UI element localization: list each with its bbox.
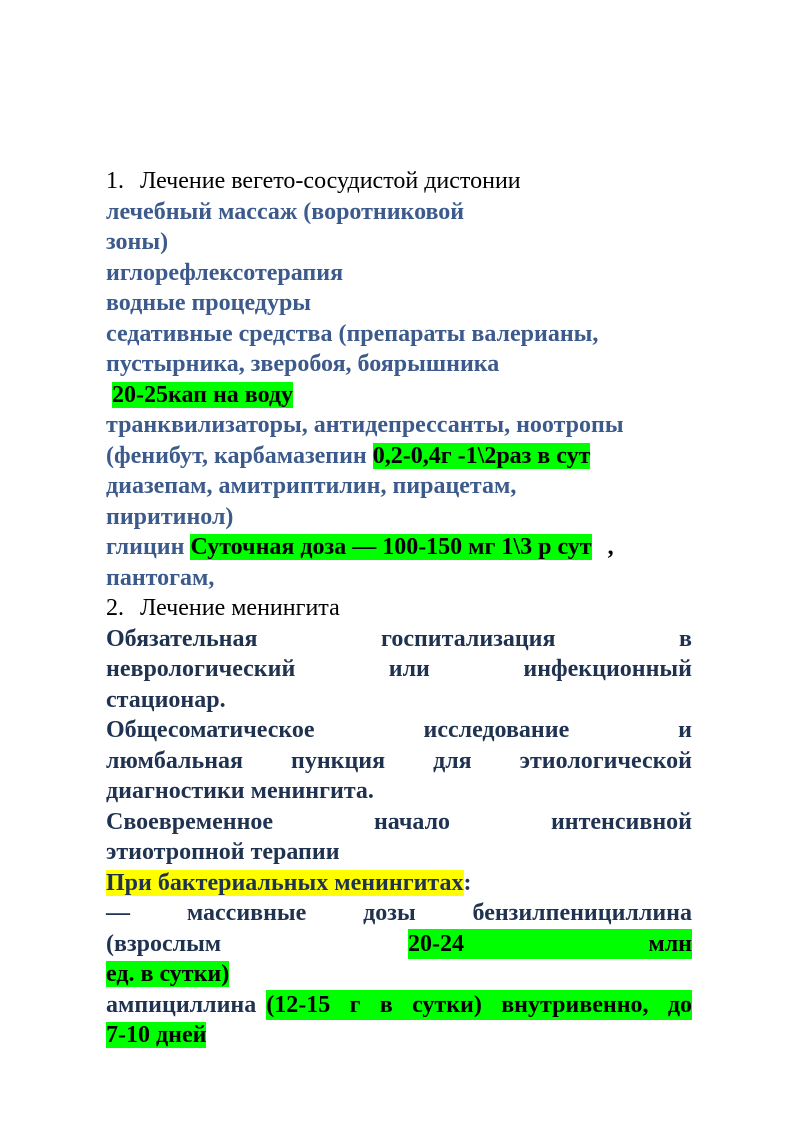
bacterial-line — [106, 868, 692, 899]
document-body — [106, 166, 692, 1051]
adult-text: (взрослым — [106, 930, 222, 957]
word: начало — [373, 808, 451, 835]
treatment-line: зоны) — [106, 229, 169, 255]
ampicillin-dose-highlight: (12-15 г в сутки) внутривенно, до — [266, 990, 692, 1021]
word: люмбальная — [106, 747, 244, 774]
word: массивные — [186, 900, 307, 926]
glycine-dose-highlight: Суточная доза — 100-150 мг 1\3 р сут — [190, 534, 592, 560]
treatment-line: пустырника, зверобоя, боярышника — [106, 351, 500, 377]
tranquilizers-line: транквилизаторы, антидепрессанты, ноотропы — [106, 412, 624, 438]
word: этиологической — [519, 747, 692, 774]
section1-heading — [106, 166, 692, 197]
word: или — [388, 656, 430, 682]
section2-number: 2. — [106, 595, 124, 621]
adult-dose-end-line — [106, 959, 692, 990]
treatment-line: седативные средства (препараты валерианы, — [106, 320, 599, 347]
adult-dose-value: 20-24 — [408, 930, 464, 957]
word: госпитализация — [381, 625, 556, 652]
word: неврологический — [106, 656, 296, 682]
phenibut-text: (фенибут, карбамазепин — [106, 442, 367, 469]
therapy-start-end: этиотропной терапии — [106, 839, 340, 865]
word: и — [678, 717, 692, 743]
word: в — [679, 625, 692, 652]
adult-dose-end-highlight: ед. в сутки) — [106, 961, 230, 987]
section1-number: 1. — [106, 168, 124, 194]
section2-title: Лечение менингита — [140, 595, 340, 621]
ampicillin-end-highlight: 7-10 дней — [106, 1022, 207, 1048]
section2-heading — [106, 593, 692, 624]
adult-dose-highlight — [408, 929, 692, 960]
ampicillin-text: ампициллина — [106, 991, 257, 1018]
word: Своевременное — [106, 808, 274, 835]
pantogam-line: пантогам, — [106, 564, 215, 591]
glycine-line — [106, 532, 692, 563]
ampicillin-line — [106, 990, 692, 1021]
glycine-text: глицин — [106, 534, 185, 560]
hospitalization-end: стационар. — [106, 686, 226, 713]
section1-title: Лечение вегето-сосудистой дистонии — [140, 168, 521, 194]
treatment-line: иглорефлексотерапия — [106, 259, 344, 286]
diazepam-line: диазепам, амитриптилин, пирацетам, — [106, 473, 517, 499]
word: — — [106, 900, 130, 926]
word: Обязательная — [106, 625, 258, 652]
treatment-line: лечебный массаж (воротниковой — [106, 198, 465, 225]
ampicillin-end-line — [106, 1020, 692, 1051]
penicillin-line — [106, 898, 692, 929]
word: Общесоматическое — [106, 717, 315, 743]
examination-line — [106, 746, 692, 777]
word: исследование — [423, 717, 570, 743]
hospitalization-line — [106, 654, 692, 685]
word: интенсивной — [550, 808, 692, 835]
glycine-comma: , — [607, 534, 614, 560]
bacterial-colon: : — [463, 869, 472, 896]
word: бензилпенициллина — [472, 900, 692, 926]
word: пункция — [290, 747, 386, 774]
therapy-start-line — [106, 807, 692, 838]
adult-dose-unit: млн — [648, 930, 692, 957]
word: для — [433, 747, 472, 774]
examination-line — [106, 715, 692, 746]
drops-dose-line — [106, 380, 692, 411]
bacterial-highlight: При бактериальных менингитах — [106, 869, 464, 896]
word: дозы — [363, 900, 416, 926]
drops-dose-highlight: 20-25кап на воду — [112, 381, 294, 408]
examination-end: диагностики менингита. — [106, 778, 374, 804]
phenibut-line — [106, 441, 692, 472]
piritinol-line: пиритинол) — [106, 503, 234, 530]
word: инфекционный — [523, 656, 692, 682]
treatment-line: водные процедуры — [106, 290, 312, 316]
phenibut-dose-highlight: 0,2-0,4г -1\2раз в сут — [372, 442, 591, 469]
hospitalization-line — [106, 624, 692, 655]
adult-dose-line — [106, 929, 692, 960]
